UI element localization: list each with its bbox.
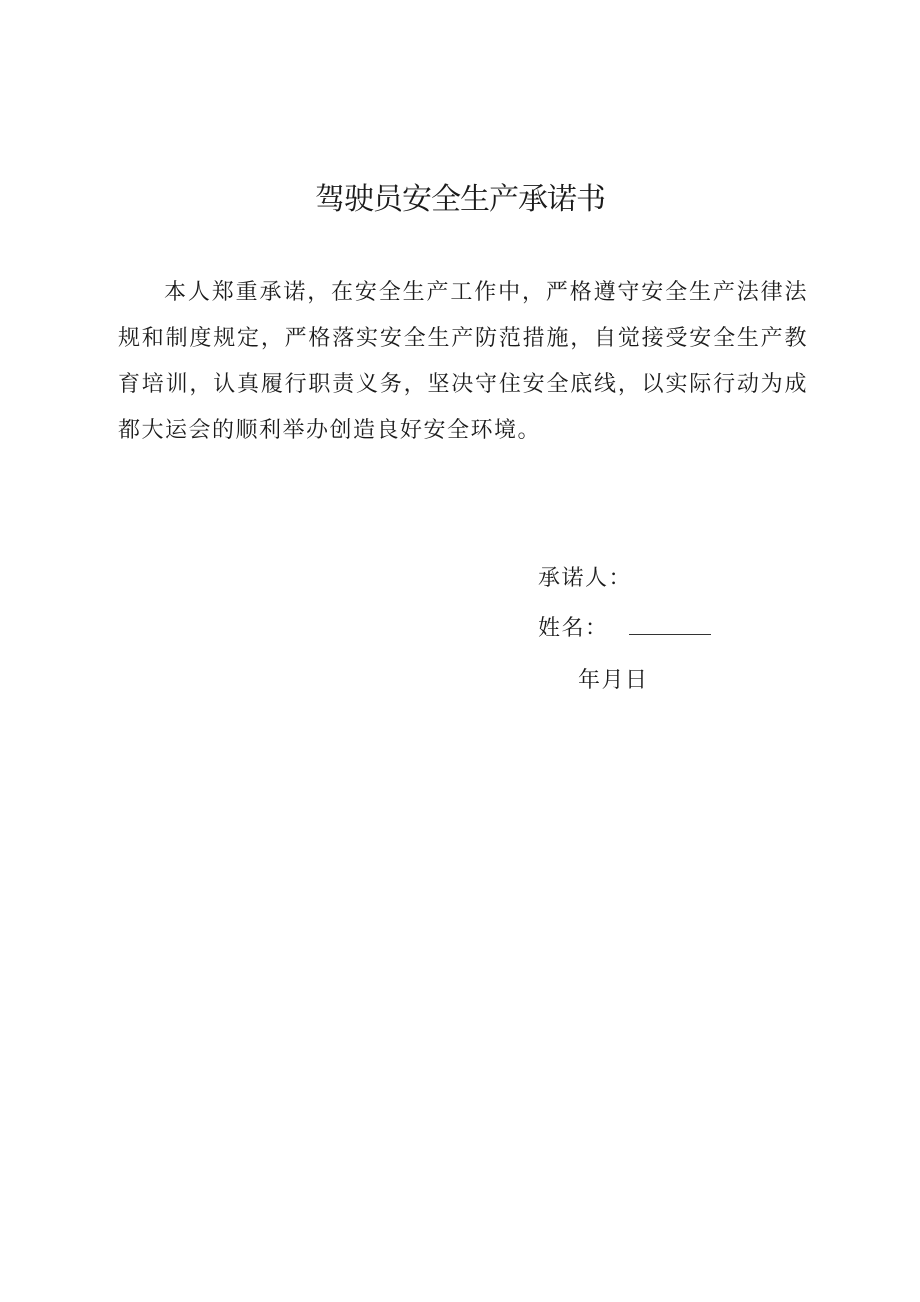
- name-label: 姓名：: [538, 616, 609, 641]
- promisor-label: 承诺人：: [538, 566, 633, 591]
- commitment-paragraph: 本人郑重承诺，在安全生产工作中，严格遵守安全生产法律法规和制度规定，严格落实安全生产防范措施，自觉接受安全生产教育培训，认真履行职责义务，坚决守住安全底线，以实际行动为成都大运会的顺利举办创造良好安全环境。: [118, 280, 808, 443]
- date-label: 年月日: [578, 668, 649, 693]
- document-title: 驾驶员安全生产承诺书: [315, 182, 605, 217]
- name-blank-underline: [629, 614, 711, 635]
- name-line: [538, 614, 711, 644]
